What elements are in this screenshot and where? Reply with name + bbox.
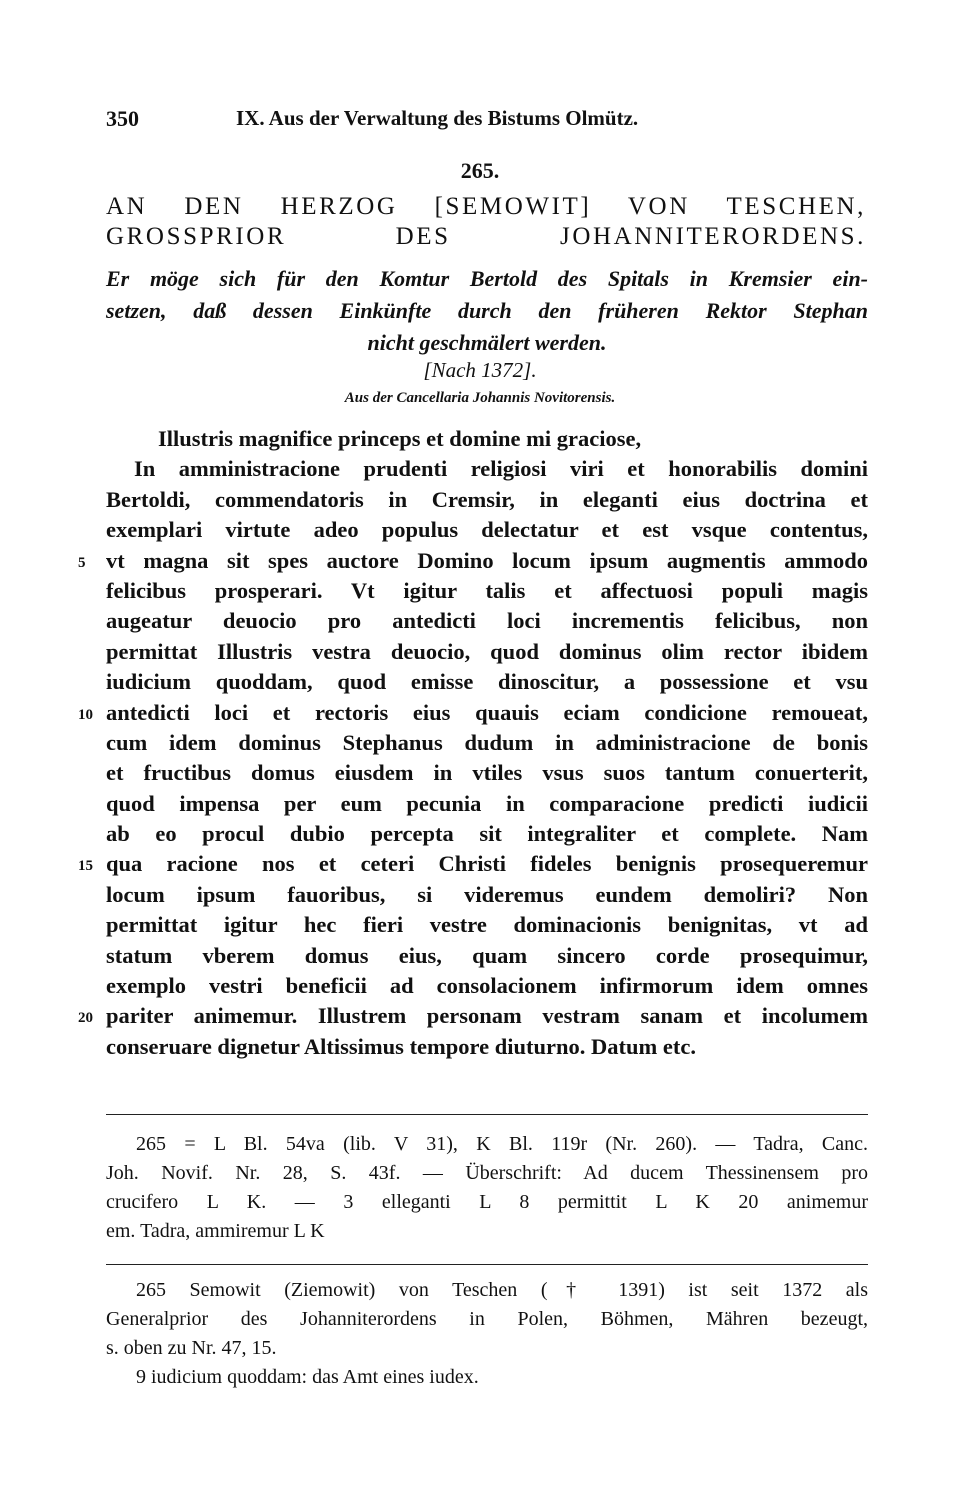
body-line bbox=[78, 1001, 868, 1031]
document-date: [Nach 1372]. bbox=[423, 358, 537, 382]
body-line bbox=[106, 728, 868, 758]
body-line bbox=[78, 698, 868, 728]
body-line bbox=[106, 819, 868, 849]
body-line bbox=[106, 910, 868, 940]
body-line-text: antedicti loci et rectoris eius quauis eciam condicione remoueat, bbox=[106, 699, 868, 725]
body-line-text: conseruare dignetur Altissimus tempore diuturno. Datum etc. bbox=[106, 1033, 696, 1059]
apparatus-line: Joh. Novif. Nr. 28, S. 43f. — Überschrift: Ad ducem Thessinensem pro bbox=[106, 1162, 868, 1184]
body-line bbox=[106, 941, 868, 971]
apparatus-divider bbox=[106, 1114, 868, 1115]
body-line bbox=[106, 789, 868, 819]
body-line bbox=[106, 424, 868, 454]
body-line-text: vt magna sit spes auctore Domino locum ipsum augmentis ammodo bbox=[106, 547, 868, 573]
critical-apparatus bbox=[106, 1130, 868, 1246]
body-line-text: qua racione nos et ceteri Christi fideles benignis prosequeremur bbox=[106, 851, 868, 877]
body-line bbox=[106, 667, 868, 697]
running-title: IX. Aus der Verwaltung des Bistums Olmütz. bbox=[236, 106, 639, 130]
body-line bbox=[106, 1032, 868, 1062]
apparatus-line: em. Tadra, ammiremur L K bbox=[106, 1220, 325, 1242]
body-line-text: statum vberem domus eius, quam sincero corde prosequimur, bbox=[106, 942, 868, 968]
body-line-text: locum ipsum fauoribus, si videremus eundem demoliri? Non bbox=[106, 881, 868, 907]
body-line-text: pariter animemur. Illustrem personam vestram sanam et incolumem bbox=[106, 1003, 868, 1029]
document-source: Aus der Cancellaria Johannis Novitorensis. bbox=[344, 390, 616, 406]
line-number: 5 bbox=[78, 554, 86, 571]
body-line-text: augeatur deuocio pro antedicti loci incrementis felicibus, non bbox=[106, 608, 868, 634]
title-line: GROSSPRIOR DES JOHANNITERORDENS. bbox=[106, 223, 866, 250]
body-line bbox=[106, 637, 868, 667]
body-line-text: exemplari virtute adeo populus delectatur et est vsque contentus, bbox=[106, 517, 868, 543]
body-line bbox=[106, 515, 868, 545]
notes-divider bbox=[106, 1264, 868, 1265]
body-line-text: ab eo procul dubio percepta sit integraliter et complete. Nam bbox=[106, 821, 868, 847]
apparatus-line: 265 = L Bl. 54va (lib. V 31), K Bl. 119r (Nr. 260). — Tadra, Canc. bbox=[136, 1133, 868, 1155]
body-line-text: et fructibus domus eiusdem in vtiles vsus suos tantum conuerterit, bbox=[106, 760, 868, 786]
line-number: 10 bbox=[78, 706, 93, 723]
title-line: AN DEN HERZOG [SEMOWIT] VON TESCHEN, bbox=[106, 193, 866, 220]
body-line bbox=[106, 758, 868, 788]
document-number: 265. bbox=[460, 158, 500, 183]
body-line bbox=[78, 849, 868, 879]
note-line: s. oben zu Nr. 47, 15. bbox=[106, 1337, 277, 1359]
body-line bbox=[106, 485, 868, 515]
line-number: 20 bbox=[78, 1010, 93, 1027]
body-line bbox=[106, 606, 868, 636]
letter-body bbox=[78, 424, 868, 1062]
note-line: 9 iudicium quoddam: das Amt eines iudex. bbox=[136, 1366, 479, 1388]
page-number: 350 bbox=[106, 106, 139, 131]
regest-summary bbox=[106, 263, 868, 359]
body-line-text: cum idem dominus Stephanus dudum in administracione de bonis bbox=[106, 729, 868, 755]
body-line bbox=[78, 546, 868, 576]
body-line bbox=[106, 880, 868, 910]
regest-line: setzen, daß dessen Einkünfte durch den früheren Rektor Stephan bbox=[106, 298, 868, 323]
body-line-text: felicibus prosperari. Vt igitur talis et affectuosi populi magis bbox=[106, 577, 868, 603]
apparatus-line: crucifero L K. — 3 elleganti L 8 permittit L K 20 animemur bbox=[106, 1191, 868, 1213]
body-line-text: permittat igitur hec fieri vestre dominacionis benignitas, vt ad bbox=[106, 912, 868, 938]
regest-line: nicht geschmälert werden. bbox=[367, 330, 607, 355]
regest-line: Er möge sich für den Komtur Bertold des Spitals in Kremsier ein- bbox=[106, 266, 868, 291]
body-line-text: In amministracione prudenti religiosi viri et honorabilis domini bbox=[134, 456, 868, 482]
body-line-text: Illustris magnifice princeps et domine mi graciose, bbox=[158, 426, 642, 451]
body-line-text: Bertoldi, commendatoris in Cremsir, in eleganti eius doctrina et bbox=[106, 486, 868, 512]
body-line-text: exemplo vestri beneficii ad consolacionem infirmorum idem omnes bbox=[106, 973, 868, 999]
body-line-text: quod impensa per eum pecunia in comparacione predicti iudicii bbox=[106, 790, 868, 816]
line-number: 15 bbox=[78, 858, 93, 875]
note-line: Generalprior des Johanniterordens in Polen, Böhmen, Mähren bezeugt, bbox=[106, 1308, 868, 1330]
document-title bbox=[106, 192, 866, 252]
body-line-text: permittat Illustris vestra deuocio, quod dominus olim rector ibidem bbox=[106, 638, 868, 664]
body-line bbox=[106, 971, 868, 1001]
body-line bbox=[106, 454, 868, 484]
explanatory-notes bbox=[106, 1276, 868, 1392]
body-line bbox=[106, 576, 868, 606]
body-line-text: iudicium quoddam, quod emisse dinoscitur, a possessione et vsu bbox=[106, 669, 868, 695]
note-line: 265 Semowit (Ziemowit) von Teschen († 1391) ist seit 1372 als bbox=[136, 1279, 868, 1301]
